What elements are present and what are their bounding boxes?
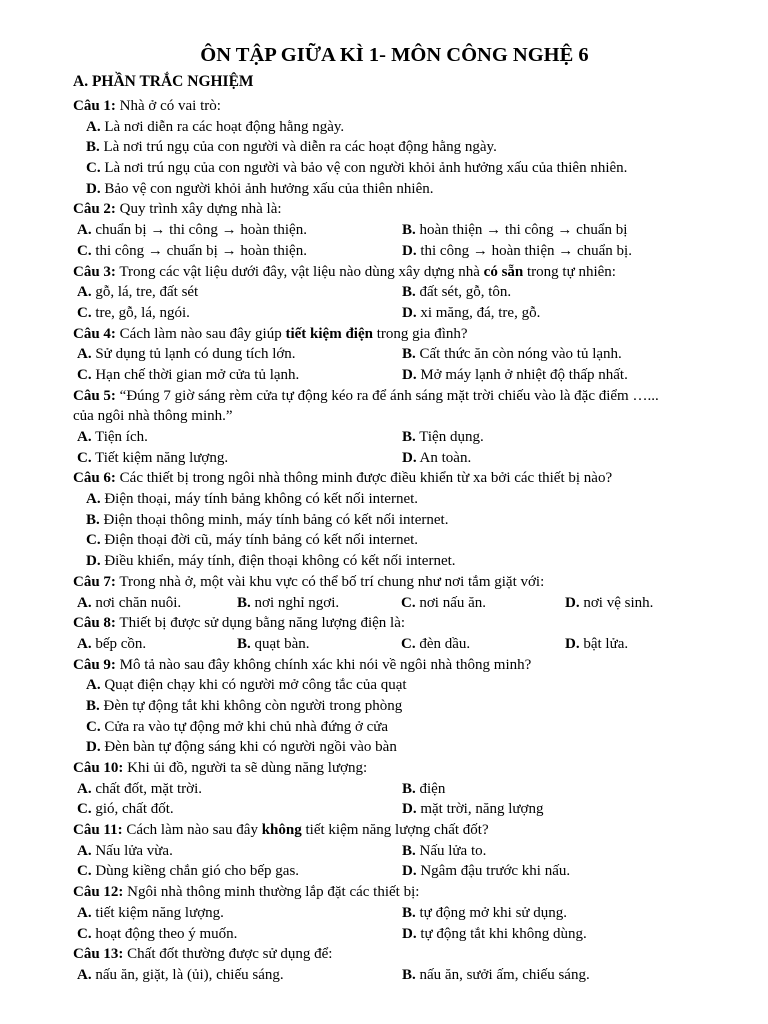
- question-2: Câu 2: Quy trình xây dựng nhà là:: [73, 201, 282, 218]
- text-segment: Nấu lửa vừa.: [95, 842, 173, 859]
- q3-option-c: [73, 303, 402, 324]
- q8-option-b: [237, 634, 401, 655]
- text-segment: Là nơi diễn ra các hoạt động hằng ngày.: [104, 118, 345, 135]
- text-segment: thi công → chuẩn bị → hoàn thiện.: [95, 242, 307, 259]
- q3-options-row-2: [73, 303, 708, 324]
- option-letter: D.: [402, 304, 417, 321]
- text-segment: mặt trời, năng lượng: [420, 801, 544, 818]
- q13-options-row-1: [73, 965, 708, 986]
- q13-option-b: [402, 965, 702, 986]
- text-segment: Tiết kiệm năng lượng.: [95, 449, 229, 466]
- option-letter: A.: [77, 904, 92, 921]
- q10-options-row-2: [73, 799, 708, 820]
- option-letter: C.: [401, 635, 416, 652]
- text-segment: tre, gỗ, lá, ngói.: [95, 304, 190, 321]
- option-letter: A.: [86, 677, 101, 694]
- q3-option-d: [402, 303, 702, 324]
- q5-option-d: [402, 448, 702, 469]
- text-segment: đèn dầu.: [419, 635, 471, 652]
- option-letter: B.: [237, 594, 251, 611]
- option-letter: A.: [77, 594, 92, 611]
- option-letter: A.: [86, 118, 101, 135]
- q1-option-d: [73, 179, 708, 200]
- q7-option-d: [565, 593, 685, 614]
- q11-option-c: [73, 861, 402, 882]
- option-letter: B.: [402, 429, 416, 445]
- text-segment: Cách làm nào sau đây giúp: [115, 325, 286, 342]
- option-letter: A.: [77, 429, 92, 445]
- option-letter: C.: [77, 366, 92, 383]
- option-letter: D.: [86, 180, 101, 197]
- question-4: Câu 4: Cách làm nào sau đây giúp tiết kiệm điện trong gia đình?: [73, 325, 468, 342]
- option-letter: B.: [402, 842, 416, 859]
- q9-option-b: [73, 696, 708, 717]
- text-segment: tự động mở khi sử dụng.: [419, 904, 568, 921]
- option-letter: D.: [402, 925, 417, 942]
- section-heading: A. PHẦN TRẮC NGHIỆM: [73, 73, 254, 90]
- text-segment: nơi vệ sinh.: [583, 594, 654, 611]
- option-letter: B.: [86, 511, 100, 528]
- text-segment: Cửa ra vào tự động mở khi chủ nhà đứng ở cửa: [104, 718, 389, 735]
- text-segment: đất sét, gỗ, tôn.: [419, 284, 512, 301]
- text-segment: chất đốt, mặt trời.: [95, 780, 202, 797]
- question-12: Câu 12: Ngôi nhà thông minh thường lắp đặt các thiết bị:: [73, 884, 420, 901]
- q5-option-b: [402, 427, 702, 448]
- text-segment: Bảo vệ con người khỏi ảnh hưởng xấu của thiên nhiên.: [104, 180, 434, 197]
- option-letter: D.: [402, 863, 417, 880]
- option-letter: B.: [402, 222, 416, 239]
- text-segment: Chất đốt thường được sử dụng để:: [123, 946, 333, 963]
- q2-option-a: [73, 220, 402, 241]
- q8-option-d: [565, 634, 685, 655]
- option-letter: B.: [402, 966, 416, 983]
- text-segment: Trong các vật liệu dưới đây, vật liệu nào dùng xây dựng nhà: [115, 263, 484, 280]
- option-letter: A.: [86, 491, 101, 508]
- option-letter: D.: [565, 594, 580, 611]
- option-letter: B.: [86, 139, 100, 156]
- text-segment: Sử dụng tủ lạnh có dung tích lớn.: [95, 346, 296, 363]
- text-segment: bật lửa.: [583, 635, 629, 652]
- option-letter: D.: [402, 366, 417, 383]
- text-segment: Là nơi trú ngụ của con người và bảo vệ con người khỏi ảnh hưởng xấu của thiên nhiên.: [104, 160, 628, 177]
- option-letter: D.: [402, 449, 417, 466]
- q11-options-row-1: [73, 841, 708, 862]
- option-letter: C.: [401, 594, 416, 611]
- option-letter: B.: [402, 780, 416, 797]
- text-segment: gió, chất đốt.: [95, 801, 174, 818]
- question-5: Câu 5: “Đúng 7 giờ sáng rèm cửa tự động kéo ra để ánh sáng mặt trời chiếu vào là đặc điểm …...: [73, 387, 659, 404]
- text-segment: trong tự nhiên:: [523, 263, 616, 280]
- text-segment: tự động tắt khi không dùng.: [420, 925, 587, 942]
- option-letter: A.: [77, 780, 92, 797]
- text-segment: chuẩn bị → thi công → hoàn thiện.: [95, 222, 307, 239]
- text-segment: nơi chăn nuôi.: [95, 594, 182, 611]
- q6-option-d: [73, 551, 708, 572]
- option-letter: A.: [77, 222, 92, 239]
- q2-option-b: [402, 220, 702, 241]
- text-segment: tiết kiệm năng lượng.: [95, 904, 224, 921]
- q3-option-a: [73, 282, 402, 303]
- question-1: Câu 1: Nhà ở có vai trò:: [73, 98, 221, 114]
- q2-option-c: [73, 241, 402, 262]
- text-segment: Quạt điện chạy khi có người mở công tắc của quạt: [104, 677, 407, 694]
- text-segment: tiết kiệm năng lượng chất đốt?: [301, 822, 489, 839]
- text-segment: hoàn thiện → thi công → chuẩn bị: [419, 222, 628, 239]
- q10-option-b: [402, 779, 702, 800]
- q4-option-d: [402, 365, 702, 386]
- text-segment: nơi nấu ăn.: [419, 594, 487, 611]
- text-segment: nơi nghỉ ngơi.: [254, 594, 340, 611]
- question-6: Câu 6: Các thiết bị trong ngôi nhà thông minh được điều khiển từ xa bởi các thiết bị nào?: [73, 470, 613, 487]
- text-segment: Là nơi trú ngụ của con người và diễn ra các hoạt động hằng ngày.: [103, 139, 497, 156]
- q12-options-row-2: [73, 924, 708, 945]
- option-letter: B.: [402, 346, 416, 363]
- question-11: Câu 11: Cách làm nào sau đây không tiết kiệm năng lượng chất đốt?: [73, 822, 489, 839]
- q7-option-a: [73, 593, 237, 614]
- text-segment: Cất thức ăn còn nóng vào tủ lạnh.: [419, 346, 622, 363]
- question-10: Câu 10: Khi ủi đồ, người ta sẽ dùng năng lượng:: [73, 760, 368, 776]
- question-13: Câu 13: Chất đốt thường được sử dụng để:: [73, 946, 333, 963]
- q12-option-a: [73, 903, 402, 924]
- q5-option-c: [73, 448, 402, 469]
- q1-option-c: [73, 158, 708, 179]
- q9-option-a: [73, 675, 708, 696]
- q8-options-row: [73, 634, 708, 655]
- option-letter: A.: [77, 842, 92, 859]
- text-segment: Mô tả nào sau đây không chính xác khi nói về ngôi nhà thông minh?: [115, 656, 532, 673]
- q4-option-c: [73, 365, 402, 386]
- text-segment: Nấu lửa to.: [419, 842, 487, 859]
- option-letter: B.: [86, 697, 100, 714]
- q7-option-c: [401, 593, 565, 614]
- text-segment: Thiết bị được sử dụng bằng năng lượng điện là:: [115, 615, 406, 632]
- option-letter: C.: [86, 532, 101, 549]
- question-8: Câu 8: Thiết bị được sử dụng bằng năng lượng điện là:: [73, 615, 406, 632]
- q13-option-a: [73, 965, 402, 986]
- option-letter: C.: [77, 242, 92, 259]
- question-3: Câu 3: Trong các vật liệu dưới đây, vật liệu nào dùng xây dựng nhà có sẵn trong tự nhiên:: [73, 263, 616, 280]
- text-segment: thi công → hoàn thiện → chuẩn bị.: [420, 242, 632, 259]
- option-letter: C.: [77, 304, 92, 321]
- text-segment: nấu ăn, giặt, là (ủi), chiếu sáng.: [95, 966, 284, 983]
- question-5-continued: của ngôi nhà thông minh.”: [73, 408, 233, 425]
- option-letter: C.: [77, 449, 92, 466]
- option-letter: A.: [77, 966, 92, 983]
- q4-option-a: [73, 344, 402, 365]
- option-letter: B.: [237, 635, 251, 652]
- q6-option-b: [73, 510, 708, 531]
- page-title: ÔN TẬP GIỮA KÌ 1- MÔN CÔNG NGHỆ 6: [200, 44, 589, 66]
- q10-options-row-1: [73, 779, 708, 800]
- text-segment: Nhà ở có vai trò:: [115, 98, 221, 114]
- q2-options-row-2: [73, 241, 708, 262]
- q8-option-a: [73, 634, 237, 655]
- q1-option-a: [73, 117, 708, 138]
- q12-option-c: [73, 924, 402, 945]
- text-segment: Dùng kiềng chắn gió cho bếp gas.: [95, 863, 300, 880]
- text-segment: hoạt động theo ý muốn.: [95, 925, 238, 942]
- text-segment: điện: [419, 780, 446, 797]
- text-segment: Các thiết bị trong ngôi nhà thông minh được điều khiển từ xa bởi các thiết bị nào?: [115, 470, 613, 487]
- option-letter: D.: [402, 242, 417, 259]
- text-segment: Đèn tự động tắt khi không còn người trong phòng: [103, 697, 403, 714]
- q12-option-b: [402, 903, 702, 924]
- q12-options-row-1: [73, 903, 708, 924]
- question-9: Câu 9: Mô tả nào sau đây không chính xác khi nói về ngôi nhà thông minh?: [73, 656, 532, 673]
- option-letter: C.: [86, 160, 101, 177]
- q8-option-c: [401, 634, 565, 655]
- text-segment: Điện thoại đời cũ, máy tính bảng có kết nối internet.: [104, 532, 419, 549]
- q5-options-row-1: [73, 427, 708, 448]
- text-segment: trong gia đình?: [372, 325, 468, 342]
- q12-option-d: [402, 924, 702, 945]
- text-segment: Đèn bàn tự động sáng khi có người ngồi vào bàn: [104, 739, 397, 756]
- q10-option-c: [73, 799, 402, 820]
- q11-option-b: [402, 841, 702, 862]
- text-segment: Điện thoại thông minh, máy tính bảng có kết nối internet.: [103, 511, 449, 528]
- text-segment: Khi ủi đồ, người ta sẽ dùng năng lượng:: [123, 760, 368, 776]
- option-letter: A.: [77, 635, 92, 652]
- text-segment: An toàn.: [419, 449, 472, 466]
- option-letter: C.: [77, 925, 92, 942]
- q7-options-row: [73, 593, 708, 614]
- q3-options-row-1: [73, 282, 708, 303]
- text-segment: Cách làm nào sau đây: [122, 822, 262, 839]
- text-segment: gỗ, lá, tre, đất sét: [95, 284, 199, 301]
- text-segment: Ngâm đậu trước khi nấu.: [420, 863, 571, 880]
- question-7: Câu 7: Trong nhà ở, một vài khu vực có thể bố trí chung như nơi tắm giặt với:: [73, 573, 545, 590]
- q10-option-d: [402, 799, 702, 820]
- text-segment: Hạn chế thời gian mở cửa tủ lạnh.: [95, 366, 300, 383]
- q4-option-b: [402, 344, 702, 365]
- q5-option-a: [73, 427, 402, 448]
- q6-option-c: [73, 530, 708, 551]
- option-letter: D.: [86, 553, 101, 570]
- q4-options-row-2: [73, 365, 708, 386]
- option-letter: B.: [402, 284, 416, 301]
- option-letter: A.: [77, 346, 92, 363]
- q11-option-a: [73, 841, 402, 862]
- text-segment: Điều khiển, máy tính, điện thoại không có kết nối internet.: [104, 553, 456, 570]
- text-segment: bếp cồn.: [95, 635, 147, 652]
- q3-option-b: [402, 282, 702, 303]
- q11-options-row-2: [73, 861, 708, 882]
- text-segment: Ngôi nhà thông minh thường lắp đặt các thiết bị:: [123, 884, 420, 901]
- text-segment: xi măng, đá, tre, gỗ.: [420, 304, 541, 321]
- option-letter: D.: [402, 801, 417, 818]
- q10-option-a: [73, 779, 402, 800]
- option-letter: C.: [86, 718, 101, 735]
- option-letter: A.: [77, 284, 92, 301]
- q2-option-d: [402, 241, 702, 262]
- text-segment: nấu ăn, sưởi ấm, chiếu sáng.: [419, 966, 590, 983]
- option-letter: B.: [402, 904, 416, 921]
- q7-option-b: [237, 593, 401, 614]
- text-segment: “Đúng 7 giờ sáng rèm cửa tự động kéo ra để ánh sáng mặt trời chiếu vào là đặc điểm …...: [115, 387, 659, 404]
- q9-option-c: [73, 717, 708, 738]
- q9-option-d: [73, 737, 708, 758]
- text-segment: Trong nhà ở, một vài khu vực có thể bố trí chung như nơi tắm giặt với:: [115, 573, 545, 590]
- option-letter: C.: [77, 863, 92, 880]
- text-segment: Tiện dụng.: [419, 429, 484, 445]
- option-letter: D.: [86, 739, 101, 756]
- q6-option-a: [73, 489, 708, 510]
- option-letter: D.: [565, 635, 580, 652]
- text-segment: Tiện ích.: [95, 429, 148, 445]
- q2-options-row-1: [73, 220, 708, 241]
- q5-options-row-2: [73, 448, 708, 469]
- option-letter: C.: [77, 801, 92, 818]
- q4-options-row-1: [73, 344, 708, 365]
- text-segment: Điện thoại, máy tính bảng không có kết nối internet.: [104, 491, 419, 508]
- text-segment: Mở máy lạnh ở nhiệt độ thấp nhất.: [420, 366, 628, 383]
- q11-option-d: [402, 861, 702, 882]
- q1-option-b: [73, 137, 708, 158]
- text-segment: Quy trình xây dựng nhà là:: [115, 201, 282, 218]
- text-segment: quạt bàn.: [254, 635, 310, 652]
